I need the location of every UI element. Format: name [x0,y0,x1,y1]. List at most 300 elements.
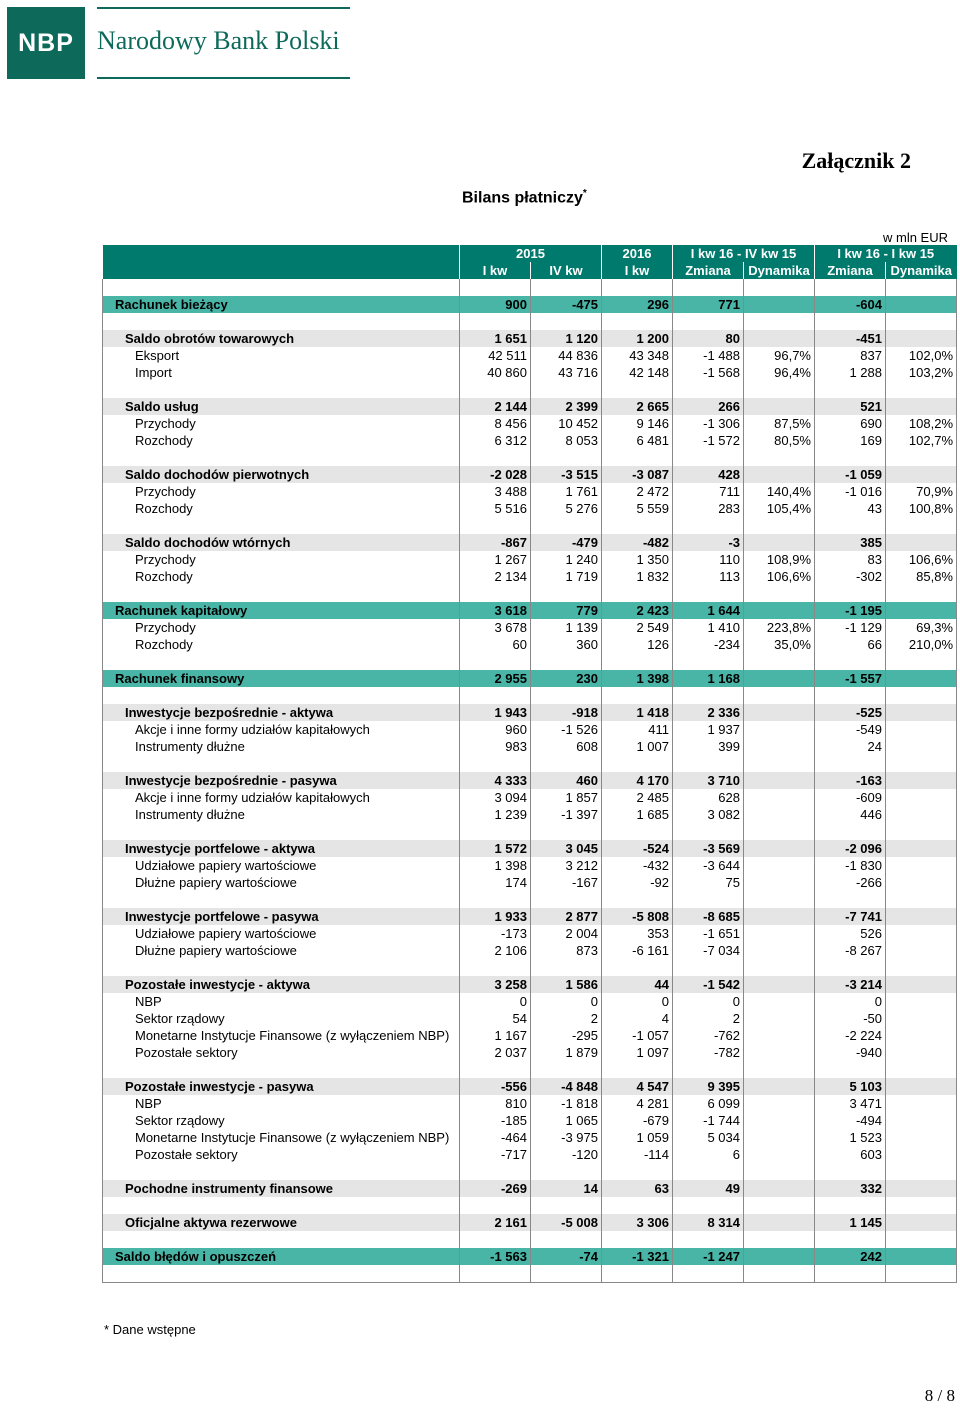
cell-col-6: -525 [815,704,886,721]
cell-col-4: -782 [673,1044,744,1061]
table-row [103,347,957,364]
cell-col-7: 108,2% [886,415,957,432]
cell-col-7 [886,993,957,1010]
cell-col-7: 70,9% [886,483,957,500]
cell-col-6 [815,1231,886,1248]
cell-col-6: 521 [815,398,886,415]
table-row [103,364,957,381]
page-number: 8 / 8 [924,1386,955,1405]
cell-col-5: 80,5% [744,432,815,449]
cell-col-7 [886,942,957,959]
cell-col-1: 983 [460,738,531,755]
table-row [103,466,957,483]
cell-col-7 [886,398,957,415]
table-row [103,534,957,551]
cell-col-6: -1 129 [815,619,886,636]
cell-col-5 [744,1231,815,1248]
cell-col-5 [744,1129,815,1146]
cell-col-2: 1 586 [531,976,602,993]
cell-col-4 [673,755,744,772]
cell-col-1: 810 [460,1095,531,1112]
cell-col-2: 1 240 [531,551,602,568]
row-label [103,585,460,602]
cell-col-3: -114 [602,1146,673,1163]
table-row [103,296,957,313]
spacer-row [103,279,957,296]
cell-col-4: 3 082 [673,806,744,823]
row-label: Rozchody [103,500,460,517]
cell-col-3: 2 485 [602,789,673,806]
cell-col-4 [673,449,744,466]
cell-col-6 [815,1265,886,1282]
row-label: Rozchody [103,568,460,585]
table-row [103,1010,957,1027]
cell-col-7 [886,517,957,534]
cell-col-7 [886,908,957,925]
cell-col-6 [815,1163,886,1180]
row-label: Pozostałe sektory [103,1044,460,1061]
cell-col-6: 0 [815,993,886,1010]
cell-col-2: 360 [531,636,602,653]
table-row [103,432,957,449]
cell-col-5 [744,993,815,1010]
cell-col-6: -604 [815,296,886,313]
row-label: Udziałowe papiery wartościowe [103,925,460,942]
cell-col-5: 140,4% [744,483,815,500]
cell-col-7 [886,1112,957,1129]
cell-col-2 [531,891,602,908]
table-row [103,704,957,721]
cell-col-7 [886,1180,957,1197]
cell-col-1: 2 955 [460,670,531,687]
cell-col-1: 1 943 [460,704,531,721]
cell-col-2: 608 [531,738,602,755]
cell-col-5 [744,330,815,347]
cell-col-7 [886,381,957,398]
row-label: Inwestycje bezpośrednie - aktywa [103,704,460,721]
cell-col-2: -1 818 [531,1095,602,1112]
cell-col-3: 4 547 [602,1078,673,1095]
cell-col-3 [602,1163,673,1180]
cell-col-6: 446 [815,806,886,823]
cell-col-6: 66 [815,636,886,653]
cell-col-6: -451 [815,330,886,347]
cell-col-3 [602,687,673,704]
row-label: NBP [103,1095,460,1112]
cell-col-5 [744,1044,815,1061]
table-row [103,806,957,823]
cell-col-2: 1 139 [531,619,602,636]
table-row [103,398,957,415]
cell-col-1: 1 239 [460,806,531,823]
cell-col-6: -1 195 [815,602,886,619]
cell-col-1: 1 167 [460,1027,531,1044]
row-label [103,279,460,296]
cell-col-2: 44 836 [531,347,602,364]
table-row [103,738,957,755]
header-sub-3: I kw [602,262,673,279]
cell-col-2: 1 761 [531,483,602,500]
cell-col-1: 3 488 [460,483,531,500]
cell-col-4 [673,313,744,330]
cell-col-4 [673,823,744,840]
cell-col-5 [744,381,815,398]
cell-col-3 [602,1265,673,1282]
row-label: Monetarne Instytucje Finansowe (z wyłączeniem NBP) [103,1129,460,1146]
cell-col-4: 1 168 [673,670,744,687]
cell-col-3: 63 [602,1180,673,1197]
cell-col-7 [886,840,957,857]
cell-col-2: -3 975 [531,1129,602,1146]
cell-col-7 [886,1010,957,1027]
cell-col-1: 3 258 [460,976,531,993]
cell-col-5 [744,942,815,959]
cell-col-7 [886,738,957,755]
unit-label: w mln EUR [882,230,948,245]
cell-col-2: -167 [531,874,602,891]
cell-col-1 [460,959,531,976]
cell-col-7 [886,296,957,313]
cell-col-4: 110 [673,551,744,568]
row-label: Instrumenty dłużne [103,738,460,755]
table-body [103,279,957,1282]
cell-col-6: -494 [815,1112,886,1129]
cell-col-4 [673,1231,744,1248]
cell-col-6: -1 830 [815,857,886,874]
row-label [103,823,460,840]
cell-col-5 [744,1163,815,1180]
cell-col-6: -2 224 [815,1027,886,1044]
cell-col-2 [531,755,602,772]
cell-col-3: 126 [602,636,673,653]
cell-col-7 [886,976,957,993]
cell-col-4: 113 [673,568,744,585]
row-label: Saldo dochodów pierwotnych [103,466,460,483]
cell-col-5 [744,874,815,891]
row-label [103,1197,460,1214]
cell-col-1: 2 106 [460,942,531,959]
cell-col-6 [815,585,886,602]
cell-col-1 [460,1061,531,1078]
cell-col-6: 169 [815,432,886,449]
cell-col-6: 385 [815,534,886,551]
header-sub-5: Dynamika [744,262,815,279]
cell-col-3: -482 [602,534,673,551]
table-row [103,568,957,585]
spacer-row [103,585,957,602]
cell-col-1 [460,1265,531,1282]
cell-col-4: 283 [673,500,744,517]
row-label: Inwestycje portfelowe - aktywa [103,840,460,857]
cell-col-1 [460,687,531,704]
cell-col-7: 106,6% [886,551,957,568]
cell-col-6: -163 [815,772,886,789]
cell-col-4: 1 937 [673,721,744,738]
row-label: Rachunek finansowy [103,670,460,687]
cell-col-6: -1 059 [815,466,886,483]
cell-col-1: -556 [460,1078,531,1095]
cell-col-2 [531,653,602,670]
cell-col-7 [886,1078,957,1095]
spacer-row [103,1163,957,1180]
cell-col-6 [815,687,886,704]
cell-col-3: -679 [602,1112,673,1129]
cell-col-5 [744,704,815,721]
cell-col-5 [744,1197,815,1214]
cell-col-2: -1 397 [531,806,602,823]
header-2015: 2015 [460,245,602,262]
cell-col-1: 1 267 [460,551,531,568]
cell-col-4: -3 [673,534,744,551]
cell-col-3: 2 472 [602,483,673,500]
annex-label: Załącznik 2 [801,148,911,173]
row-label: Akcje i inne formy udziałów kapitałowych [103,789,460,806]
cell-col-4: 80 [673,330,744,347]
cell-col-2: 230 [531,670,602,687]
cell-col-1 [460,823,531,840]
cell-col-4: 49 [673,1180,744,1197]
cell-col-1: 174 [460,874,531,891]
cell-col-7 [886,1163,957,1180]
spacer-row [103,823,957,840]
cell-col-2: -475 [531,296,602,313]
cell-col-5 [744,1180,815,1197]
cell-col-3: 44 [602,976,673,993]
table-row [103,1044,957,1061]
cell-col-5 [744,925,815,942]
cell-col-5: 223,8% [744,619,815,636]
cell-col-1 [460,313,531,330]
spacer-row [103,1265,957,1282]
cell-col-3: 1 200 [602,330,673,347]
cell-col-2: 779 [531,602,602,619]
cell-col-4: 8 314 [673,1214,744,1231]
row-label: Przychody [103,551,460,568]
cell-col-2: -1 526 [531,721,602,738]
cell-col-4 [673,1197,744,1214]
row-label: Rozchody [103,636,460,653]
cell-col-6: -302 [815,568,886,585]
cell-col-3: -1 057 [602,1027,673,1044]
cell-col-4: 1 644 [673,602,744,619]
cell-col-6: -549 [815,721,886,738]
cell-col-5 [744,653,815,670]
cell-col-7 [886,279,957,296]
row-label: Rozchody [103,432,460,449]
cell-col-5 [744,755,815,772]
cell-col-1 [460,1197,531,1214]
cell-col-1: -269 [460,1180,531,1197]
cell-col-6 [815,653,886,670]
table-row [103,636,957,653]
cell-col-2: 1 120 [531,330,602,347]
cell-col-2 [531,1163,602,1180]
cell-col-3: -432 [602,857,673,874]
cell-col-6 [815,823,886,840]
cell-col-2: 3 212 [531,857,602,874]
cell-col-3 [602,517,673,534]
spacer-row [103,313,957,330]
cell-col-5 [744,721,815,738]
row-label: Saldo błędów i opuszczeń [103,1248,460,1265]
row-label [103,755,460,772]
cell-col-1: -185 [460,1112,531,1129]
cell-col-2: 460 [531,772,602,789]
cell-col-6: 332 [815,1180,886,1197]
table-row [103,925,957,942]
cell-col-2: 43 716 [531,364,602,381]
cell-col-2: 5 276 [531,500,602,517]
header-sub-2: IV kw [531,262,602,279]
row-label: Przychody [103,415,460,432]
cell-col-7 [886,1129,957,1146]
cell-col-3 [602,959,673,976]
row-label: Pozostałe sektory [103,1146,460,1163]
cell-col-6: 242 [815,1248,886,1265]
cell-col-5 [744,687,815,704]
cell-col-5 [744,1146,815,1163]
cell-col-5 [744,959,815,976]
header-sub-6: Zmiana [815,262,886,279]
cell-col-3 [602,449,673,466]
cell-col-4: 2 [673,1010,744,1027]
cell-col-1 [460,279,531,296]
cell-col-5 [744,1061,815,1078]
table-row [103,840,957,857]
cell-col-7 [886,1027,957,1044]
cell-col-3: 1 097 [602,1044,673,1061]
row-label: Pochodne instrumenty finansowe [103,1180,460,1197]
cell-col-3: -3 087 [602,466,673,483]
cell-col-2 [531,279,602,296]
cell-col-7 [886,534,957,551]
cell-col-4: -1 247 [673,1248,744,1265]
cell-col-5 [744,738,815,755]
row-label: Pozostałe inwestycje - pasywa [103,1078,460,1095]
cell-col-2: -479 [531,534,602,551]
cell-col-7 [886,704,957,721]
cell-col-4: 399 [673,738,744,755]
cell-col-3: 42 148 [602,364,673,381]
cell-col-6 [815,1197,886,1214]
row-label [103,1061,460,1078]
cell-col-7 [886,466,957,483]
cell-col-5: 105,4% [744,500,815,517]
cell-col-1: 54 [460,1010,531,1027]
cell-col-2: 1 719 [531,568,602,585]
spacer-row [103,959,957,976]
table-row [103,670,957,687]
cell-col-5 [744,857,815,874]
spacer-row [103,381,957,398]
cell-col-4: -1 542 [673,976,744,993]
cell-col-7 [886,823,957,840]
cell-col-5 [744,1265,815,1282]
cell-col-7 [886,653,957,670]
cell-col-4: 75 [673,874,744,891]
header-row-groups [103,245,957,262]
row-label: Import [103,364,460,381]
row-label: Udziałowe papiery wartościowe [103,857,460,874]
cell-col-1: -2 028 [460,466,531,483]
cell-col-5 [744,602,815,619]
cell-col-6: 526 [815,925,886,942]
cell-col-5 [744,585,815,602]
table-row [103,789,957,806]
table-row [103,874,957,891]
cell-col-5 [744,823,815,840]
cell-col-4 [673,1061,744,1078]
cell-col-4: 711 [673,483,744,500]
cell-col-6: -609 [815,789,886,806]
cell-col-4: 0 [673,993,744,1010]
cell-col-2 [531,959,602,976]
cell-col-7 [886,687,957,704]
cell-col-1: 1 572 [460,840,531,857]
cell-col-6: 83 [815,551,886,568]
cell-col-4: 9 395 [673,1078,744,1095]
cell-col-5 [744,279,815,296]
cell-col-5: 87,5% [744,415,815,432]
cell-col-6 [815,381,886,398]
cell-col-3: 9 146 [602,415,673,432]
cell-col-7 [886,585,957,602]
cell-col-2: -295 [531,1027,602,1044]
cell-col-7 [886,1061,957,1078]
cell-col-7: 102,0% [886,347,957,364]
balance-of-payments-table [102,245,957,1283]
cell-col-3 [602,653,673,670]
table-row [103,1146,957,1163]
cell-col-3: -5 808 [602,908,673,925]
header-sub-1: I kw [460,262,531,279]
page-title: Bilans płatniczy* [462,188,587,207]
cell-col-7 [886,1248,957,1265]
cell-col-2: -5 008 [531,1214,602,1231]
cell-col-5 [744,313,815,330]
cell-col-3: 4 [602,1010,673,1027]
cell-col-3: 4 281 [602,1095,673,1112]
cell-col-2: 2 399 [531,398,602,415]
cell-col-4 [673,687,744,704]
cell-col-6 [815,279,886,296]
cell-col-7 [886,755,957,772]
cell-col-7 [886,1146,957,1163]
cell-col-1 [460,891,531,908]
cell-col-1: 2 161 [460,1214,531,1231]
cell-col-2: -918 [531,704,602,721]
cell-col-1: -1 563 [460,1248,531,1265]
header-2016: 2016 [602,245,673,262]
cell-col-2: 0 [531,993,602,1010]
cell-col-2: 873 [531,942,602,959]
cell-col-5 [744,908,815,925]
table-row [103,993,957,1010]
cell-col-3: 4 170 [602,772,673,789]
cell-col-7 [886,1095,957,1112]
header-rule-top [97,7,350,9]
cell-col-2: -3 515 [531,466,602,483]
table-row [103,330,957,347]
cell-col-6: 837 [815,347,886,364]
cell-col-3 [602,1061,673,1078]
cell-col-6: 3 471 [815,1095,886,1112]
cell-col-5: 96,7% [744,347,815,364]
cell-col-4 [673,279,744,296]
cell-col-6: -7 741 [815,908,886,925]
cell-col-2: -120 [531,1146,602,1163]
table-row [103,1214,957,1231]
